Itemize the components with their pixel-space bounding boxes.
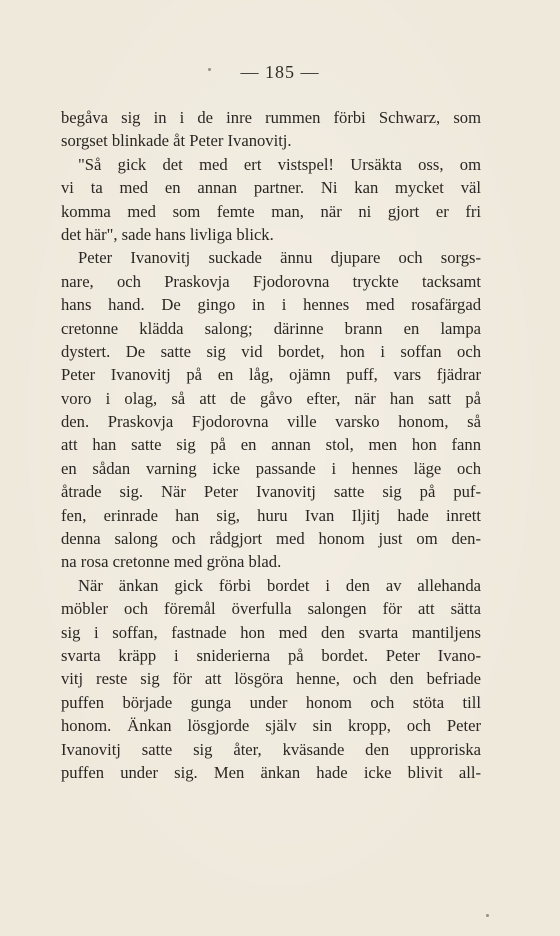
text-line: puffen under sig. Men änkan hade icke blivit all-	[61, 762, 481, 782]
text-line: Ivanovitj satte sig åter, kväsande den upproriska	[61, 739, 481, 759]
paper-speck	[486, 914, 489, 917]
text-line: "Så gick det med ert vistspel! Ursäkta oss, om	[78, 154, 481, 174]
text-line: honom. Änkan lösgjorde själv sin kropp, och Peter	[61, 716, 481, 736]
text-line: möbler och föremål överfulla salongen för att sätta	[61, 599, 481, 619]
text-line: voro i olag, så att de gåvo efter, när han satt på	[61, 388, 481, 408]
page-number: — 185 —	[240, 62, 320, 82]
text-line: komma med som femte man, när ni gjort er fri	[61, 201, 481, 221]
text-line: sig i soffan, fastnade hon med den svarta mantiljens	[61, 622, 481, 642]
text-line: dystert. De satte sig vid bordet, hon i soffan och	[61, 341, 481, 361]
text-line: fen, erinrade han sig, huru Ivan Iljitj hade inrett	[61, 505, 481, 525]
text-line: begåva sig in i de inre rummen förbi Schwarz, som	[61, 108, 481, 127]
text-line: det här", sade hans livliga blick.	[61, 224, 274, 244]
text-line: svarta kräpp i sniderierna på bordet. Peter Ivano-	[61, 645, 481, 665]
text-line: åtrade sig. När Peter Ivanovitj satte sig på puf-	[61, 482, 481, 502]
text-line: puffen började gunga under honom och stöta till	[61, 692, 481, 712]
text-line: hans hand. De gingo in i hennes med rosafärgad	[61, 295, 481, 315]
text-line: na rosa cretonne med gröna blad.	[61, 552, 282, 572]
text-line: en sådan varning icke passande i hennes läge och	[61, 458, 481, 478]
text-line: den. Praskovja Fjodorovna ville varsko honom, så	[61, 412, 481, 432]
body-text	[61, 106, 481, 784]
text-line: denna salong och rådgjort med honom just om den-	[61, 529, 481, 549]
text-line: att han satte sig på en annan stol, men hon fann	[61, 435, 481, 455]
text-line: Peter Ivanovitj suckade ännu djupare och sorgs-	[78, 248, 481, 268]
text-line: cretonne klädda salong; därinne brann en lampa	[61, 318, 481, 338]
text-line: sorgset blinkade åt Peter Ivanovitj.	[61, 131, 292, 151]
text-line: nare, och Praskovja Fjodorovna tryckte tacksamt	[61, 271, 481, 291]
text-line: När änkan gick förbi bordet i den av allehanda	[78, 575, 481, 595]
text-line: vi ta med en annan partner. Ni kan mycket väl	[61, 178, 481, 198]
text-line: Peter Ivanovitj på en låg, ojämn puff, vars fjädrar	[61, 365, 481, 385]
paper-speck	[208, 68, 211, 71]
text-line: vitj reste sig för att lösgöra henne, och den befriade	[61, 669, 481, 689]
